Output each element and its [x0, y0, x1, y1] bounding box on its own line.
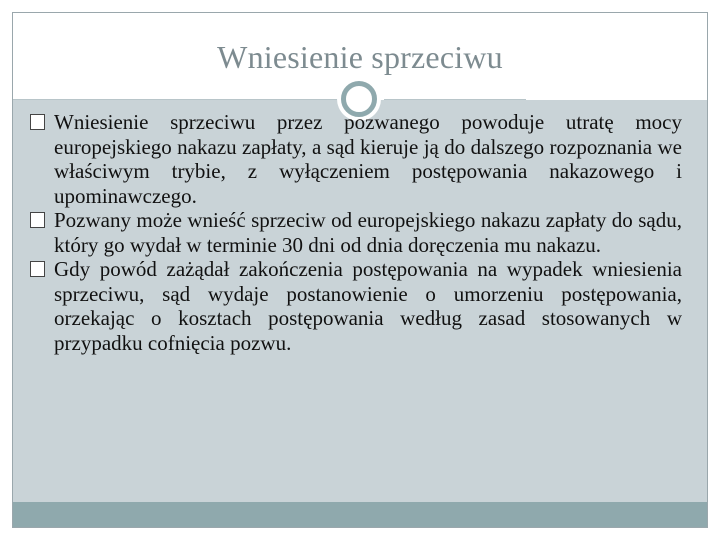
- bullet-item: [30, 257, 682, 355]
- bullet-box-icon: [30, 212, 45, 228]
- bullet-list: [30, 110, 682, 355]
- bullet-text: Pozwany może wnieść sprzeciw od europejskiego nakazu zapłaty do sądu, który go wydał w terminie 30 dni od dnia doręczenia mu nakazu.: [54, 208, 682, 257]
- footer-bar: [13, 502, 707, 527]
- bullet-box-icon: [30, 114, 45, 130]
- bullet-text: Gdy powód zażądał zakończenia postępowania na wypadek wniesienia sprzeciwu, sąd wydaje postanowienie o umorzeniu postępowania, orzekając o kosztach postępowania według zasad stosowanych w przypadku cofnięcia pozwu.: [54, 257, 682, 355]
- bullet-item: [30, 208, 682, 257]
- bullet-item: [30, 110, 682, 208]
- bullet-text: Wniesienie sprzeciwu przez pozwanego powoduje utratę mocy europejskiego nakazu zapłaty, a sąd kieruje ją do dalszego rozpoznania we właściwym trybie, z wyłączeniem postępowania nakazowego i upominawczego.: [54, 110, 682, 208]
- bullet-box-icon: [30, 261, 45, 277]
- slide-title: Wniesienie sprzeciwu: [217, 39, 503, 75]
